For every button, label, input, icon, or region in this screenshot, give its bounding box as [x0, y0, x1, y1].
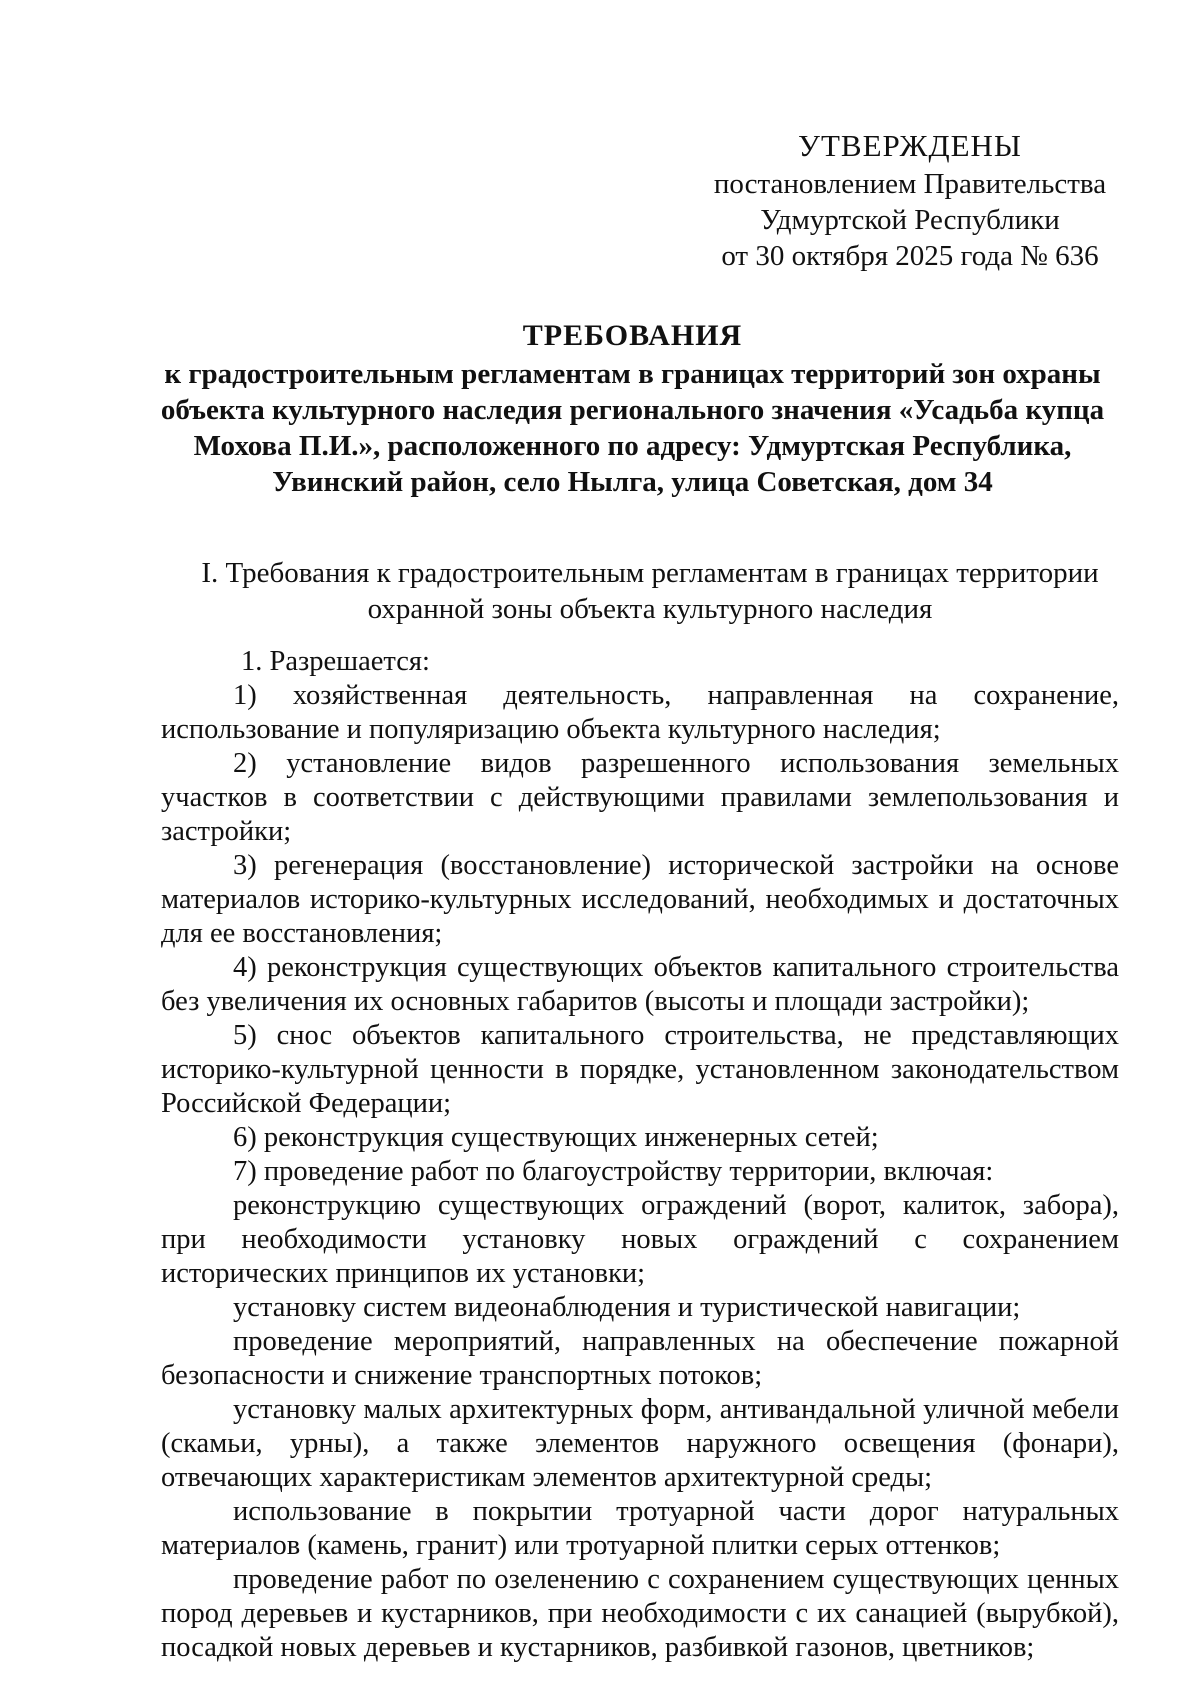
document-body — [161, 645, 1119, 1665]
approval-heading: УТВЕРЖДЕНЫ — [798, 128, 1022, 163]
paragraph-item-3: 3) регенерация (восстановление) исторической застройки на основе материалов историко-культурных исследований, необходимых и достаточных для ее восстановления; — [161, 850, 1119, 949]
paragraph-subitem-landscaping: проведение работ по озеленению с сохранением существующих ценных пород деревьев и кустарников, при необходимости с их санацией (вырубкой), посадкой новых деревьев и кустарников, разбивкой газонов, цветников; — [161, 1564, 1119, 1663]
approval-line-1: постановлением Правительства — [713, 168, 1107, 200]
approval-line-3: от 30 октября 2025 года № 636 — [721, 240, 1099, 272]
document-title-block — [150, 318, 1115, 500]
document-subtitle: к градостроительным регламентам в границах территорий зон охраны объекта культурного наследия регионального значения «Усадьба купца Мохова П.И.», расположенного по адресу: Удмуртская Республика, Увинский район, село Нылга, улица Советская, дом 34 — [160, 358, 1105, 498]
paragraph-item-7: 7) проведение работ по благоустройству территории, включая: — [233, 1156, 994, 1187]
paragraph-allowed: 1. Разрешается: — [241, 646, 430, 677]
paragraph-subitem-video: установку систем видеонаблюдения и туристической навигации; — [233, 1292, 1021, 1323]
paragraph-item-2: 2) установление видов разрешенного использования земельных участков в соответствии с действующими правилами землепользования и застройки; — [161, 748, 1119, 847]
paragraph-subitem-fences: реконструкцию существующих ограждений (ворот, калиток, забора), при необходимости установку новых ограждений с сохранением исторических принципов их установки; — [161, 1190, 1119, 1289]
paragraph-subitem-small-forms: установку малых архитектурных форм, антивандальной уличной мебели (скамьи, урны), а также элементов наружного освещения (фонари), отвечающих характеристикам элементов архитектурной среды; — [161, 1394, 1119, 1493]
paragraph-item-6: 6) реконструкция существующих инженерных сетей; — [233, 1122, 879, 1153]
paragraph-item-4: 4) реконструкция существующих объектов капитального строительства без увеличения их основных габаритов (высоты и площади застройки); — [161, 952, 1119, 1017]
paragraph-item-5: 5) снос объектов капитального строительства, не представляющих историко-культурной ценности в порядке, установленном законодательством Российской Федерации; — [161, 1020, 1119, 1119]
approval-line-2: Удмуртской Республики — [760, 204, 1060, 236]
paragraph-subitem-fire-safety: проведение мероприятий, направленных на обеспечение пожарной безопасности и снижение транспортных потоков; — [161, 1326, 1119, 1391]
approval-stamp — [700, 128, 1120, 274]
paragraph-subitem-paving: использование в покрытии тротуарной части дорог натуральных материалов (камень, гранит) или тротуарной плитки серых оттенков; — [161, 1496, 1119, 1561]
document-title: ТРЕБОВАНИЯ — [522, 319, 743, 352]
section-heading: I. Требования к градостроительным регламентам в границах территории охранной зоны объекта культурного наследия — [201, 557, 1099, 625]
paragraph-item-1: 1) хозяйственная деятельность, направленная на сохранение, использование и популяризацию объекта культурного наследия; — [161, 680, 1119, 745]
